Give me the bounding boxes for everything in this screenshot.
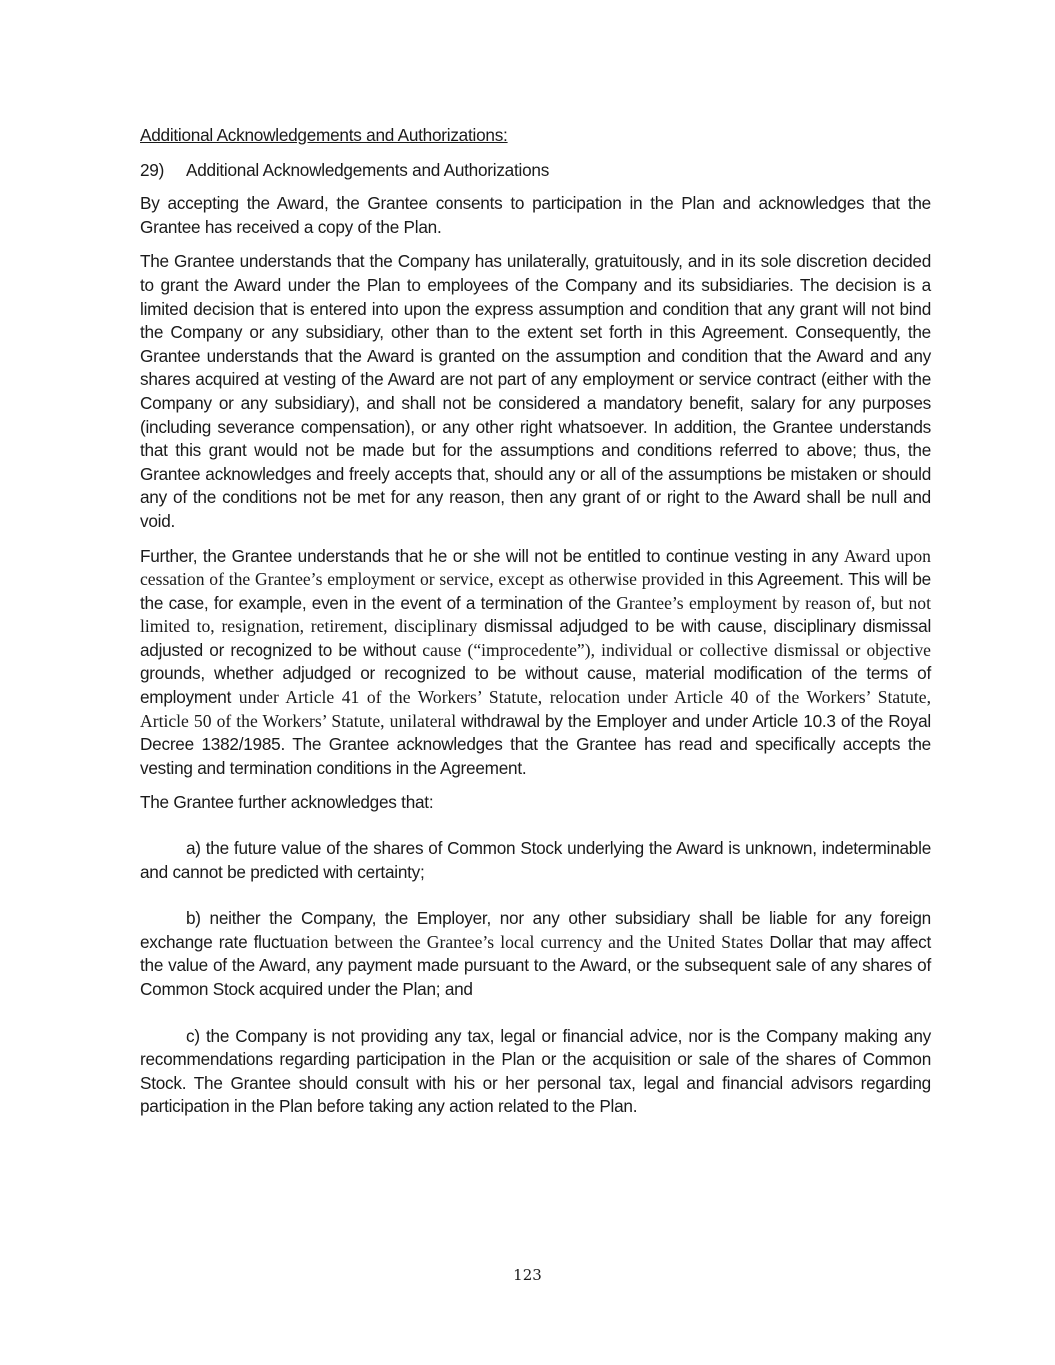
para3-segment: Grantee’s employment by reason of, but not limited to, resignation, retirement, disciplinary [140,592,931,637]
document-body [140,124,931,1130]
para3-segment: Further, the Grantee understands that he or she will not be entitled to continue vesting in any [140,545,845,566]
para3-segment: cause (“improcedente”), individual or collective dismissal or objective [422,639,931,660]
section-title-text: Additional Acknowledgements and Authorizations [186,159,550,180]
page-number: 123 [513,1266,542,1284]
list-item-a: a) the future value of the shares of Common Stock underlying the Award is unknown, indeterminable and cannot be predicted with certainty; [140,838,931,882]
para3-segment: this Agreement. This will be the case, for example, even in the event of a termination of the [140,569,931,613]
para3-segment: Award upon cessation of the Grantee’s employment or service, except as otherwise provided in [140,545,931,590]
list-item-b [140,907,931,1001]
item-b-segment: ation between the Grantee’s local currency and the United States [293,931,770,952]
section-title [140,159,931,183]
para3-segment: withdrawal by the Employer and under Article 10.3 of the Royal Decree 1382/1985. The Grantee acknowledges that the Grantee has read and specifically accepts the vesting and termination conditions in the Agreement. [140,710,931,778]
section-heading: Additional Acknowledgements and Authorizations: [140,125,508,145]
list-item-c: c) the Company is not providing any tax, legal or financial advice, nor is the Company making any recommendations regarding participation in the Plan or the acquisition or sale of the shares of Common Stock. The Grantee should consult with his or her personal tax, legal and financial advisors regarding participation in the Plan before taking any action related to the Plan. [140,1025,931,1117]
paragraph-vesting [140,545,931,781]
item-b-segment: Dollar that may affect the value of the Award, any payment made pursuant to the Award, or the subsequent sale of any shares of Common Stock acquired under the Plan; and [140,931,932,999]
paragraph-further: The Grantee further acknowledges that: [140,792,434,813]
section-number: 29) [140,159,165,180]
para3-segment: grounds, whether adjudged or recognized to be without cause, material modification of the terms of employment [140,663,931,708]
paragraph-understanding: The Grantee understands that the Company has unilaterally, gratuitously, and in its sole discretion decided to grant the Award under the Plan to employees of the Company and its subsidiaries. The decision is a limited decision that is entered into upon the express assumption and condition that any grant will not bind the Company or any subsidiary, other than to the extent set forth in this Agreement. Consequently, the Grantee understands that the Award is granted on the assumption and condition that the Award and any shares acquired at vesting of the Award are not part of any employment or service contract (either with the Company or any subsidiary), and shall not be considered a mandatory benefit, salary for any purposes (including severance compensation), or any other right whatsoever. In addition, the Grantee understands that this grant would not be made but for the assumptions and conditions referred to above; thus, the Grantee acknowledges and freely accepts that, should any or all of the assumptions be mistaken or should any of the conditions not be met for any reason, then any grant of or right to the Award shall be null and void. [140,251,931,531]
para3-segment: under Article 41 of the Workers’ Statute, relocation under Article 40 of the Workers’ Statute, Article 50 of the Workers’ Statute, unilateral [140,687,931,731]
paragraph-consent: By accepting the Award, the Grantee consents to participation in the Plan and acknowledges that the Grantee has received a copy of the Plan. [140,193,931,237]
item-b-segment: b) neither the Company, the Employer, nor any other subsidiary shall be liable for any foreign exchange rate fluctu [140,908,931,952]
para3-segment: dismissal adjudged to be with cause, disciplinary dismissal adjusted or recognized to be without [140,616,932,660]
